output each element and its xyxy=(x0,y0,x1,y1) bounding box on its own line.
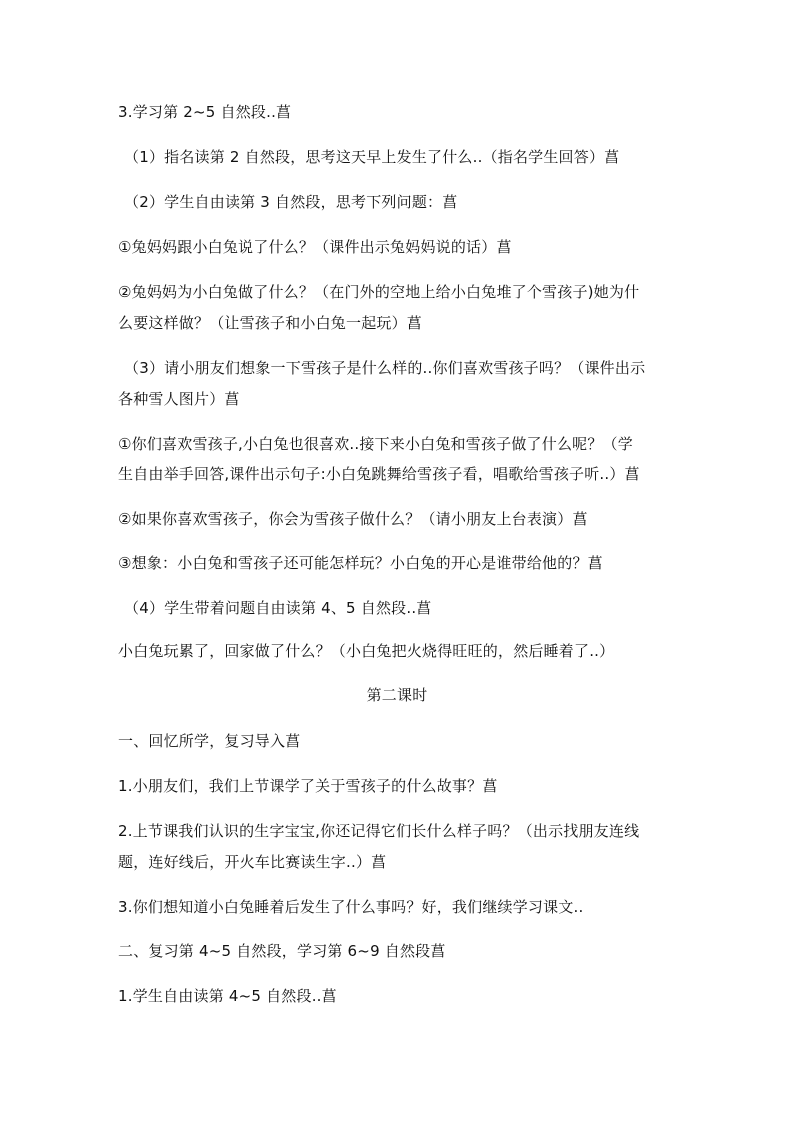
paragraph-line: 各种雪人图片）菖 xyxy=(118,390,240,408)
section-heading: 二、复习第 4~5 自然段，学习第 6~9 自然段菖 xyxy=(118,942,446,960)
paragraph-line: ②如果你喜欢雪孩子，你会为雪孩子做什么？（请小朋友上台表演）菖 xyxy=(118,510,588,528)
section-heading: 第二课时 xyxy=(366,686,428,704)
paragraph-line: （2）学生自由读第 3 自然段，思考下列问题：菖 xyxy=(124,193,458,211)
paragraph-line: 1.学生自由读第 4~5 自然段..菖 xyxy=(118,987,337,1005)
paragraph-line: （3）请小朋友们想象一下雪孩子是什么样的..你们喜欢雪孩子吗？（课件出示 xyxy=(124,359,646,377)
paragraph-line: 1.小朋友们，我们上节课学了关于雪孩子的什么故事？菖 xyxy=(118,777,498,795)
paragraph-line: 么要这样做？（让雪孩子和小白兔一起玩）菖 xyxy=(118,314,423,332)
paragraph-line: （1）指名读第 2 自然段，思考这天早上发生了什么..（指名学生回答）菖 xyxy=(124,148,620,166)
section-heading: 一、回忆所学，复习导入菖 xyxy=(118,732,301,750)
paragraph-line: 3.学习第 2~5 自然段..菖 xyxy=(118,103,292,121)
paragraph-line: ①你们喜欢雪孩子,小白兔也很喜欢..接下来小白兔和雪孩子做了什么呢？（学 xyxy=(118,435,633,453)
paragraph-line: 3.你们想知道小白兔睡着后发生了什么事吗？好，我们继续学习课文.. xyxy=(118,898,584,916)
paragraph-line: ①兔妈妈跟小白兔说了什么？（课件出示兔妈妈说的话）菖 xyxy=(118,238,512,256)
paragraph-line: ②兔妈妈为小白兔做了什么？（在门外的空地上给小白兔堆了个雪孩子)她为什 xyxy=(118,283,640,301)
paragraph-line: 生自由举手回答,课件出示句子:小白兔跳舞给雪孩子看，唱歌给雪孩子听..）菖 xyxy=(118,465,640,483)
paragraph-line: 2.上节课我们认识的生字宝宝,你还记得它们长什么样子吗？（出示找朋友连线 xyxy=(118,822,640,840)
paragraph-line: 题，连好线后，开火车比赛读生字..）菖 xyxy=(118,853,387,871)
paragraph-line: ③想象：小白兔和雪孩子还可能怎样玩？小白兔的开心是谁带给他的？菖 xyxy=(118,554,603,572)
paragraph-line: 小白兔玩累了，回家做了什么？（小白兔把火烧得旺旺的，然后睡着了..） xyxy=(118,642,615,660)
paragraph-line: （4）学生带着问题自由读第 4、5 自然段..菖 xyxy=(124,599,432,617)
